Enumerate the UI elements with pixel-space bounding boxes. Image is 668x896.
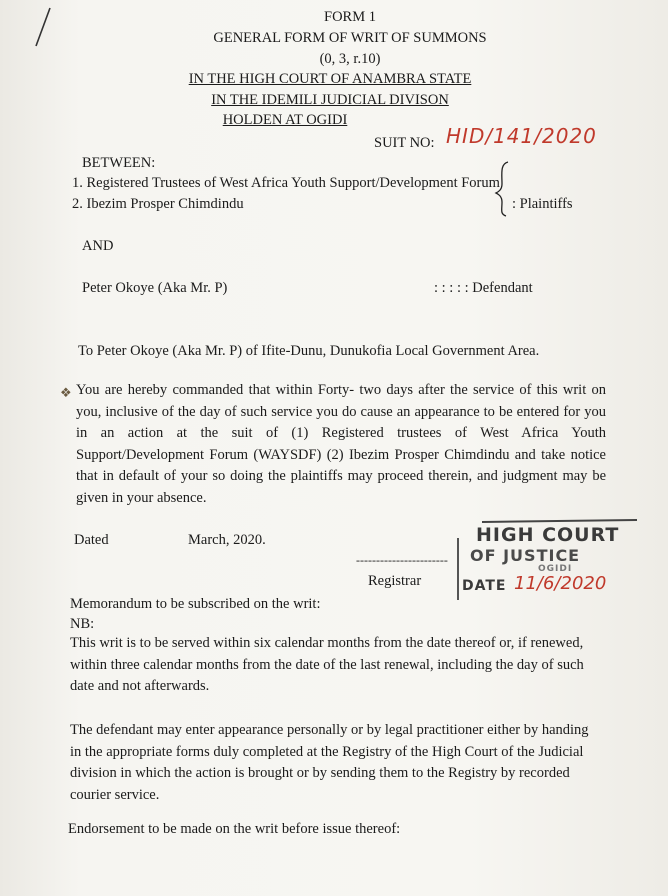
nb-label: NB: (70, 616, 95, 632)
address-line: To Peter Okoye (Aka Mr. P) of Ifite-Dunu, Dunukofia Local Government Area. (78, 343, 540, 359)
stamp-date-label: DATE (462, 578, 507, 594)
endorsement-line: Endorsement to be made on the writ before issue thereof: (68, 821, 401, 837)
memorandum-line: Memorandum to be subscribed on the writ: (70, 596, 321, 612)
bullet-icon: ❖ (60, 385, 72, 400)
form-number: FORM 1 (324, 9, 376, 25)
court-stamp (452, 518, 642, 610)
rule-reference: (0, 3, r.10) (319, 51, 381, 67)
appearance-paragraph: The defendant may enter appearance personally or by legal practitioner either by handing in the appropriate forms duly completed at the Registry of the High Court of the Judicial division in which the action is brought or by sending them to the Registry by recorded courier service. (70, 722, 589, 803)
stamp-line-1: HIGH COURT (476, 524, 620, 546)
dated-value: March, 2020. (188, 532, 266, 548)
and-label: AND (82, 238, 114, 254)
court-heading: IN THE HIGH COURT OF ANAMBRA STATE (188, 71, 472, 87)
registrar-signature-line: ----------------------- (356, 553, 448, 567)
command-paragraph: You are hereby commanded that within Forty- two days after the service of this writ on you, inclusive of the day of such service you do cause an appearance to be entered for you in an action at the suit of (1) Registered trustees of West Africa Youth Support/Development Forum (WAYSDF) (2) Ibezim Prosper Chimdindu and take notice that in default of your so doing the plaintiffs may proceed therein, and judgment may be given in your absence. (76, 382, 606, 506)
defendant-name: Peter Okoye (Aka Mr. P) (82, 280, 228, 296)
division-heading: IN THE IDEMILI JUDICIAL DIVISON (211, 92, 449, 108)
stamp-date-handwritten: 11/6/2020 (514, 573, 607, 594)
form-title: GENERAL FORM OF WRIT OF SUMMONS (213, 30, 487, 46)
pencil-mark-icon (28, 6, 58, 50)
plaintiffs-label: : Plaintiffs (512, 196, 573, 212)
stamp-line-2: OF JUSTICE (470, 546, 581, 565)
registrar-label: Registrar (368, 573, 422, 589)
suit-number-handwritten: HID/141/2020 (446, 124, 597, 148)
plaintiff-1: 1. Registered Trustees of West Africa Youth Support/Development Forum (72, 175, 500, 191)
stamp-line-3: OGIDI (538, 564, 573, 574)
brace-icon (494, 160, 514, 218)
holden-heading: HOLDEN AT OGIDI (222, 112, 348, 128)
between-label: BETWEEN: (82, 155, 156, 171)
suit-number-label: SUIT NO: (374, 135, 435, 151)
plaintiff-2: 2. Ibezim Prosper Chimdindu (72, 196, 244, 212)
defendant-label: : : : : : Defendant (434, 280, 533, 296)
nb-paragraph: This writ is to be served within six calendar months from the date thereof or, if renewed, within three calendar months from the date of the last renewal, including the day of such date and not afterwards. (70, 635, 584, 694)
dated-label: Dated (74, 532, 109, 548)
